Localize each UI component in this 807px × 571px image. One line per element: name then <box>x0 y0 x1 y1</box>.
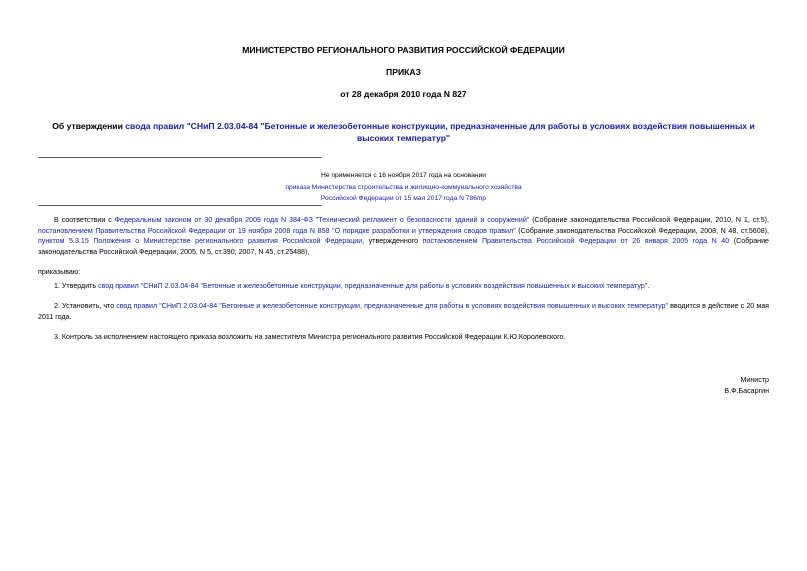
preamble-paragraph <box>38 215 769 257</box>
title-link[interactable]: свода правил "СНиП 2.03.04-84 "Бетонные и железобетонные конструкции, предназначенные для работы в условиях воздействия повышенных и высоких температур" <box>125 121 755 143</box>
item-1-text: 1. Утвердить <box>54 282 99 290</box>
divider-top <box>38 157 322 158</box>
item-1-paragraph <box>38 281 769 292</box>
preamble-text-1: В соответствии с <box>54 216 115 224</box>
notice-line-1: Не применяется с 16 ноября 2017 года на основании <box>320 172 487 179</box>
signature-block <box>569 375 769 396</box>
signature-name: В.Ф.Басаргин <box>724 386 769 395</box>
document-type: ПРИКАЗ <box>386 67 421 77</box>
document-date-number: от 28 декабря 2010 года N 827 <box>340 89 467 99</box>
regulation-5-3-15-link[interactable]: пунктом 5.3.15 Положения о Министерстве регионального развития Российской Федерации <box>38 237 363 246</box>
item-2-sp-link[interactable]: свод правил "СНиП 2.03.04-84 "Бетонные и железобетонные конструкции, предназначенные для работы в условиях воздействия повышенных и высоких температур" <box>116 302 668 310</box>
item-3-paragraph <box>38 332 769 343</box>
notice-link-line-3[interactable]: Российской Федерации от 15 мая 2017 года N 786/пр <box>320 195 487 203</box>
signature-position: Министр <box>740 376 769 384</box>
document-title <box>38 121 769 144</box>
item-1-sp-link[interactable]: свод правил "СНиП 2.03.04-84 "Бетонные и железобетонные конструкции, предназначенные для работы в условиях воздействия повышенных и высоких температур" <box>98 282 648 290</box>
resolution-40-link[interactable]: постановлением Правительства Российской Федерации от 26 января 2005 года N 40 <box>422 237 730 246</box>
order-word <box>38 267 769 278</box>
item-3-text: 3. Контроль за исполнением настоящего приказа возложить на заместителя Министра регионального развития Российской Федерации К.Ю.Королевского. <box>54 333 566 341</box>
order-word-text: приказываю: <box>38 268 81 276</box>
item-1-end: . <box>647 282 650 290</box>
resolution-858-link[interactable]: постановлением Правительства Российской Федерации от 19 ноября 2008 года N 858 "О порядке разработки и утверждения сводов правил" <box>38 226 516 235</box>
law-384-fz-link[interactable]: Федеральным законом от 30 декабря 2009 года N 384-ФЗ "Технический регламент о безопасности зданий и сооружений" <box>114 216 530 224</box>
item-2-end: вводится в действие с 20 мая 2011 года. <box>38 302 769 321</box>
item-2-paragraph <box>38 301 769 322</box>
preamble-text-3: (Собрание законодательства Российской Федерации, 2008, N 48, ст.5608), <box>515 226 769 235</box>
notice-link-line-2[interactable]: приказа Министерства строительства и жилищно-коммунального хозяйства <box>285 183 522 191</box>
preamble-text-5: (Собрание законодательства Российской Федерации, 2005, N 5, ст.390; 2007, N 45, ст.25488), <box>38 237 769 256</box>
status-notice <box>200 170 607 205</box>
ministry-heading: МИНИСТЕРСТВО РЕГИОНАЛЬНОГО РАЗВИТИЯ РОССИЙСКОЙ ФЕДЕРАЦИИ <box>242 45 565 55</box>
item-2-text: 2. Установить, что <box>54 302 117 310</box>
title-prefix: Об утверждении <box>52 121 126 131</box>
preamble-text-2: (Собрание законодательства Российской Федерации, 2010, N 1, ст.5), <box>529 216 769 224</box>
preamble-text-4: , утвержденного <box>362 237 423 246</box>
divider-bottom <box>38 205 322 206</box>
